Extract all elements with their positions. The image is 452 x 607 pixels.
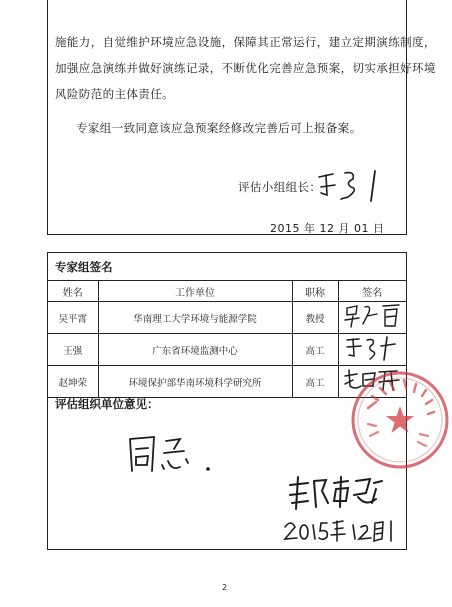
- column-header: 职称: [292, 281, 338, 302]
- expert-name: 王强: [48, 334, 98, 366]
- leader-signature: [315, 165, 395, 205]
- handwritten-signature: [341, 334, 403, 362]
- page-number: 2: [222, 583, 228, 592]
- conclusion-line-3: 风险防范的主体责任。: [55, 87, 174, 101]
- review-conclusion-box: [47, 0, 436, 235]
- column-header: 姓名: [48, 281, 98, 302]
- org-opinion-title: 评估组织单位意见：: [55, 397, 159, 411]
- expert-signature-cell: [338, 302, 406, 334]
- expert-title: 高工: [292, 366, 338, 398]
- signing-date: 2015 年 12 月 01 日: [270, 222, 385, 235]
- expert-name: 赵坤荣: [48, 366, 98, 398]
- conclusion-line-2: 加强应急演练并做好演练记录，不断优化完善应急预案，切实承担好环境: [55, 61, 436, 75]
- expert-title: 教授: [292, 302, 338, 334]
- handwritten-signature: [286, 473, 386, 513]
- official-seal-icon: [348, 368, 452, 472]
- consensus-statement: 专家组一致同意该应急预案经修改完善后可上报备案。: [76, 121, 362, 135]
- expert-unit: 广东省环境监测中心: [98, 334, 292, 366]
- table-header-row: [48, 281, 406, 302]
- expert-unit: 环境保护部华南环境科学研究所: [98, 366, 292, 398]
- expert-name: 吴平霄: [48, 302, 98, 334]
- handwritten-signature: [341, 302, 403, 330]
- leader-label: 评估小组组长：: [238, 180, 322, 194]
- expert-signature-cell: [338, 334, 406, 366]
- column-header: 签名: [338, 281, 406, 302]
- expert-panel-title: 专家组签名: [55, 260, 113, 274]
- handwritten-date: [281, 515, 399, 545]
- handwritten-opinion: [124, 431, 216, 479]
- table-row: [48, 302, 406, 334]
- conclusion-line-1: 施能力，自觉维护环境应急设施，保障其正常运行，建立定期演练制度，: [55, 35, 436, 49]
- column-header: 工作单位: [98, 281, 292, 302]
- expert-title: 高工: [292, 334, 338, 366]
- table-row: [48, 334, 406, 366]
- expert-unit: 华南理工大学环境与能源学院: [98, 302, 292, 334]
